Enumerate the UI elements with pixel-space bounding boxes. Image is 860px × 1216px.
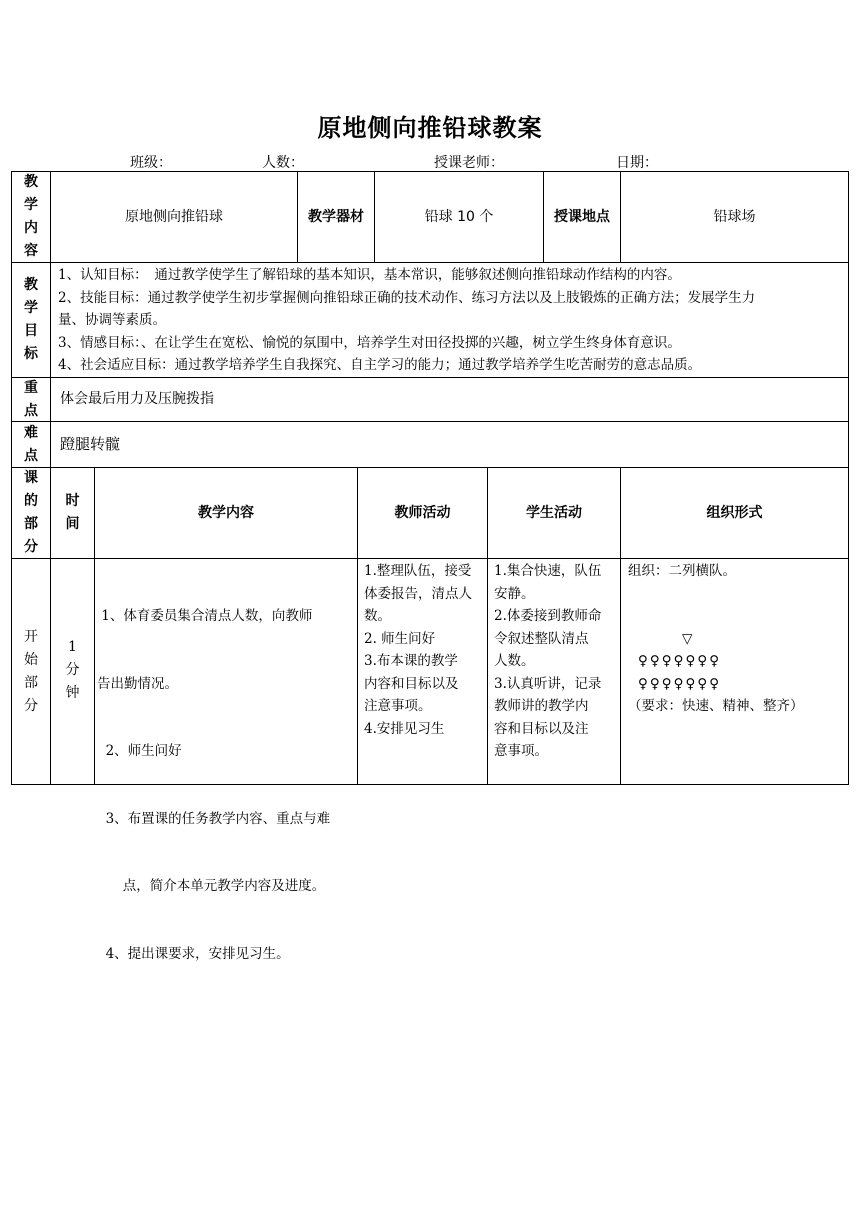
label-char: 点 — [24, 447, 38, 464]
student-activity-header: 学生活动 — [526, 504, 582, 521]
label-char: 部 — [24, 674, 38, 691]
key-point-label — [12, 378, 50, 421]
start-content — [97, 560, 355, 962]
content-row-label — [12, 172, 50, 262]
teacher-line: 体委报告，清点人 — [364, 585, 472, 602]
time-char: 分 — [65, 662, 80, 678]
student-line: 人数。 — [494, 653, 535, 669]
objective-line: 1、认知目标： 通过教学使学生了解铅球的基本知识，基本常识，能够叙述侧向推铅球动作结构的内容。 — [58, 267, 681, 283]
objective-line: 4、社会适应目标：通过教学培养学生自我探究、自主学习的能力；通过教学培养学生吃苦耐劳的意志品质。 — [58, 357, 702, 373]
teacher-line: 内容和目标以及 — [364, 675, 459, 692]
label-char: 时 — [65, 493, 80, 509]
content-line: 2、师生问好 — [97, 743, 182, 759]
difficulty-label — [12, 422, 50, 467]
label-char: 开 — [24, 628, 38, 645]
label-char: 间 — [65, 516, 80, 532]
equipment-label: 教学器材 — [308, 208, 364, 225]
objective-line: 3、情感目标：、在让学生在宽松、愉悦的氛围中，培养学生对田径投掷的兴趣，树立学生终身体育意识。 — [58, 334, 681, 351]
label-char: 的 — [24, 493, 38, 509]
count-label: 人数： — [262, 155, 304, 171]
organization-requirement: （要求：快速、精神、整齐） — [628, 698, 804, 714]
organization-heading: 组织：二列横队。 — [628, 563, 736, 579]
label-char: 课 — [24, 470, 38, 486]
label-char: 容 — [24, 243, 38, 259]
objective-line: 量、协调等素质。 — [58, 312, 166, 328]
teacher-line: 1.整理队伍，接受 — [364, 563, 472, 579]
part-header — [12, 468, 50, 558]
teacher-line: 数。 — [364, 608, 391, 624]
label-char: 内 — [24, 220, 38, 236]
start-part-label — [12, 559, 50, 784]
content-header: 教学内容 — [198, 504, 254, 521]
student-line: 令叙述整队清点 — [494, 630, 589, 647]
start-teacher-activity — [364, 560, 486, 782]
start-organization — [628, 560, 846, 782]
objectives-row-label — [12, 263, 50, 377]
content-line: 告出勤情况。 — [97, 675, 178, 692]
label-char: 教 — [24, 277, 38, 293]
label-char: 重 — [24, 379, 38, 396]
label-char: 始 — [24, 651, 38, 668]
equipment-value: 铅球 10 个 — [424, 208, 494, 225]
content-line: 1、体育委员集合清点人数，向教师 — [97, 608, 313, 624]
difficulty-text: 蹬腿转髋 — [60, 435, 121, 454]
time-char: 1 — [68, 639, 77, 655]
label-char: 目 — [24, 323, 38, 339]
start-student-activity — [494, 560, 619, 782]
teacher-line: 注意事项。 — [364, 698, 432, 714]
key-point-text: 体会最后用力及压腕拨指 — [60, 391, 214, 408]
label-char: 部 — [24, 516, 38, 532]
student-line: 1.集合快速，队伍 — [494, 563, 602, 579]
content-line: 3、布置课的任务教学内容、重点与难 — [97, 810, 331, 827]
class-label: 班级： — [130, 155, 172, 171]
location-label: 授课地点 — [554, 208, 610, 225]
student-line: 容和目标以及注 — [494, 720, 589, 737]
page-title: 原地侧向推铅球教案 — [317, 114, 543, 142]
teacher-position-icon: ▽ — [682, 630, 693, 647]
lesson-name: 原地侧向推铅球 — [125, 208, 223, 225]
label-char: 分 — [24, 539, 38, 555]
label-char: 标 — [24, 346, 38, 362]
teacher-line: 2. 师生问好 — [364, 630, 436, 647]
student-line: 教师讲的教学内 — [494, 698, 589, 714]
time-char: 钟 — [65, 685, 80, 701]
label-char: 难 — [24, 424, 38, 441]
student-line: 3.认真听讲，记录 — [494, 675, 602, 692]
start-time — [51, 636, 94, 706]
organization-header: 组织形式 — [706, 504, 763, 521]
content-line: 点，简介本单元教学内容及进度。 — [97, 878, 326, 894]
label-char: 学 — [24, 197, 38, 213]
content-line: 4、提出课要求，安排见习生。 — [97, 945, 290, 962]
objectives-text — [58, 264, 846, 376]
student-line: 意事项。 — [494, 743, 548, 759]
teacher-activity-header: 教师活动 — [394, 504, 451, 521]
label-char: 教 — [24, 174, 38, 190]
label-char: 分 — [24, 697, 38, 714]
student-line: 2.体委接到教师命 — [494, 608, 602, 624]
label-char: 点 — [24, 402, 38, 419]
label-char: 学 — [24, 300, 38, 316]
time-header — [51, 468, 94, 558]
student-line: 安静。 — [494, 585, 535, 602]
objective-line: 2、技能目标：通过教学使学生初步掌握侧向推铅球正确的技术动作、练习方法以及上肢锻炼的正确方法；发展学生力 — [58, 289, 756, 306]
date-label: 日期： — [616, 155, 658, 171]
teacher-line: 4.安排见习生 — [364, 720, 445, 737]
formation-row-1: ♀♀♀♀♀♀♀ — [638, 653, 722, 669]
formation-row-2: ♀♀♀♀♀♀♀ — [638, 675, 722, 692]
location-value: 铅球场 — [713, 208, 756, 225]
teacher-label: 授课老师： — [434, 155, 504, 171]
teacher-line: 3.布本课的教学 — [364, 653, 458, 669]
